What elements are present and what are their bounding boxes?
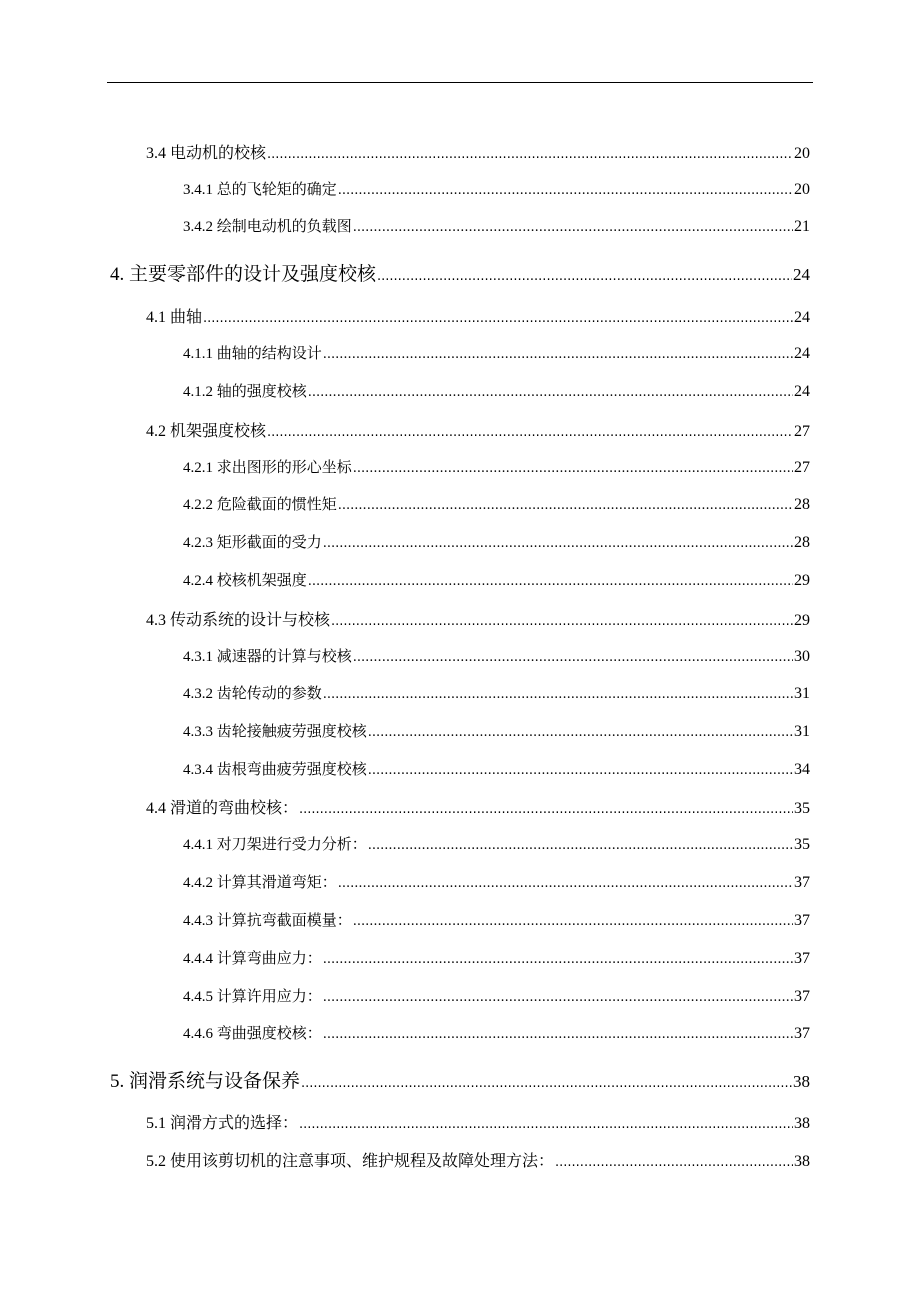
toc-entry-4-4[interactable] [146,795,810,818]
toc-page-number: 28 [794,534,810,551]
toc-entry-4-3-2[interactable] [183,682,810,703]
dot-leader [368,763,793,778]
toc-page-number: 24 [793,265,810,284]
toc-entry-4-1-2[interactable] [183,380,810,401]
toc-page-number: 29 [794,572,810,589]
dot-leader [308,385,793,400]
toc-number: 4.3 [146,612,170,629]
toc-number: 4.2.3 [183,535,217,551]
toc-entry-5-1[interactable] [146,1110,810,1133]
toc-page-number: 27 [794,423,810,440]
header-rule [107,82,813,83]
toc-title: 校核机架强度 [216,571,307,589]
toc-entry-4-4-3[interactable] [183,909,810,930]
toc-number: 4.1 [146,309,170,326]
toc-number: 4.3.1 [183,649,217,665]
toc-title: 齿轮传动的参数 [216,684,322,702]
dot-leader [299,802,793,817]
toc-number: 5. [110,1071,129,1092]
toc-entry-4-3[interactable] [146,607,810,630]
dot-leader [353,914,793,929]
toc-entry-4-2-4[interactable] [183,569,810,590]
toc-number: 4.4.5 [183,989,217,1005]
dot-leader [308,574,793,589]
toc-entry-3-4-1[interactable] [183,178,810,199]
toc-page-number: 20 [794,181,810,198]
toc-title: 滑道的弯曲校核： [170,798,299,817]
dot-leader [323,952,793,967]
toc-title: 机架强度校核 [170,421,267,440]
dot-leader [338,183,793,198]
toc-number: 4.2.2 [183,497,217,513]
toc-title: 求出图形的形心坐标 [216,458,352,476]
toc-entry-4[interactable] [110,259,810,286]
dot-leader [323,347,793,362]
toc-page-number: 38 [793,1072,810,1091]
toc-page-number: 20 [794,145,810,162]
toc-title: 计算抗弯截面模量： [216,911,352,929]
dot-leader [368,838,793,853]
toc-page-number: 35 [794,800,810,817]
dot-leader [203,311,793,326]
toc-title: 计算弯曲应力： [216,949,322,967]
toc-entry-4-3-3[interactable] [183,720,810,741]
toc-page-number: 28 [794,496,810,513]
toc-page-number: 37 [794,950,810,967]
toc-number: 4. [110,264,129,285]
toc-number: 3.4 [146,145,170,162]
toc-number: 4.4 [146,800,170,817]
dot-leader [368,725,793,740]
toc-page-number: 21 [794,218,810,235]
dot-leader [301,1076,792,1091]
toc-entry-4-2-2[interactable] [183,493,810,514]
toc-title: 减速器的计算与校核 [216,647,352,665]
toc-entry-4-4-4[interactable] [183,947,810,968]
toc-number: 4.2 [146,423,170,440]
toc-number: 4.1.2 [183,384,217,400]
toc-entry-5[interactable] [110,1066,810,1093]
toc-page-number: 29 [794,612,810,629]
dot-leader [353,461,793,476]
toc-page-number: 30 [794,648,810,665]
toc-number: 4.3.2 [183,686,217,702]
dot-leader [555,1155,793,1170]
toc-entry-4-4-2[interactable] [183,871,810,892]
toc-page-number: 34 [794,761,810,778]
toc-title: 危险截面的惯性矩 [216,495,337,513]
toc-page-number: 37 [794,1025,810,1042]
toc-page-number: 24 [794,309,810,326]
toc-entry-4-1[interactable] [146,304,810,327]
toc-entry-3-4[interactable] [146,140,810,163]
toc-page-number: 24 [794,383,810,400]
dot-leader [338,876,793,891]
dot-leader [299,1117,793,1132]
toc-entry-4-2-3[interactable] [183,531,810,552]
toc-number: 4.4.6 [183,1026,217,1042]
dot-leader [353,220,793,235]
toc-page-number: 31 [794,685,810,702]
toc-title: 润滑系统与设备保养 [129,1070,301,1092]
toc-number: 5.2 [146,1153,170,1170]
toc-number: 4.3.4 [183,762,217,778]
toc-page-number: 24 [794,345,810,362]
toc-entry-4-3-4[interactable] [183,758,810,779]
toc-entry-4-2[interactable] [146,418,810,441]
dot-leader [323,687,793,702]
toc-title: 主要零部件的设计及强度校核 [129,263,377,285]
toc-entry-4-4-6[interactable] [183,1022,810,1043]
dot-leader [353,650,793,665]
toc-page-number: 27 [794,459,810,476]
toc-page-number: 35 [794,836,810,853]
toc-title: 计算许用应力： [216,987,322,1005]
dot-leader [377,269,792,284]
toc-title: 总的飞轮矩的确定 [216,180,337,198]
toc-number: 4.3.3 [183,724,217,740]
toc-number: 4.4.4 [183,951,217,967]
toc-number: 3.4.2 [183,219,217,235]
toc-page-number: 37 [794,988,810,1005]
toc-number: 3.4.1 [183,182,217,198]
toc-entry-4-3-1[interactable] [183,645,810,666]
toc-entry-4-4-5[interactable] [183,985,810,1006]
toc-entry-5-2[interactable] [146,1148,810,1171]
toc-title: 轴的强度校核 [216,382,307,400]
toc-number: 4.2.4 [183,573,217,589]
toc-page-number: 37 [794,874,810,891]
dot-leader [331,614,793,629]
dot-leader [323,536,793,551]
toc-title: 绘制电动机的负载图 [216,217,352,235]
toc-page-number: 37 [794,912,810,929]
toc-entry-4-2-1[interactable] [183,456,810,477]
toc-title: 润滑方式的选择： [170,1113,299,1132]
toc-page-number: 38 [794,1153,810,1170]
toc-title: 曲轴 [170,307,203,326]
toc-number: 5.1 [146,1115,170,1132]
toc-title: 传动系统的设计与校核 [170,610,331,629]
toc-title: 曲轴的结构设计 [216,344,322,362]
toc-title: 使用该剪切机的注意事项、维护规程及故障处理方法： [170,1151,555,1170]
dot-leader [267,147,793,162]
dot-leader [323,1027,793,1042]
toc-number: 4.1.1 [183,346,217,362]
toc-title: 齿轮接触疲劳强度校核 [216,722,367,740]
dot-leader [323,990,793,1005]
toc-entry-4-4-1[interactable] [183,833,810,854]
toc-title: 矩形截面的受力 [216,533,322,551]
toc-number: 4.4.2 [183,875,217,891]
toc-page-number: 31 [794,723,810,740]
toc-title: 弯曲强度校核： [216,1024,322,1042]
toc-page-number: 38 [794,1115,810,1132]
toc-number: 4.2.1 [183,460,217,476]
toc-number: 4.4.1 [183,837,217,853]
toc-title: 电动机的校核 [170,143,267,162]
toc-number: 4.4.3 [183,913,217,929]
toc-entry-4-1-1[interactable] [183,342,810,363]
toc-title: 计算其滑道弯矩： [216,873,337,891]
toc-title: 齿根弯曲疲劳强度校核 [216,760,367,778]
toc-title: 对刀架进行受力分析： [216,835,367,853]
dot-leader [267,425,793,440]
dot-leader [338,498,793,513]
toc-entry-3-4-2[interactable] [183,215,810,236]
